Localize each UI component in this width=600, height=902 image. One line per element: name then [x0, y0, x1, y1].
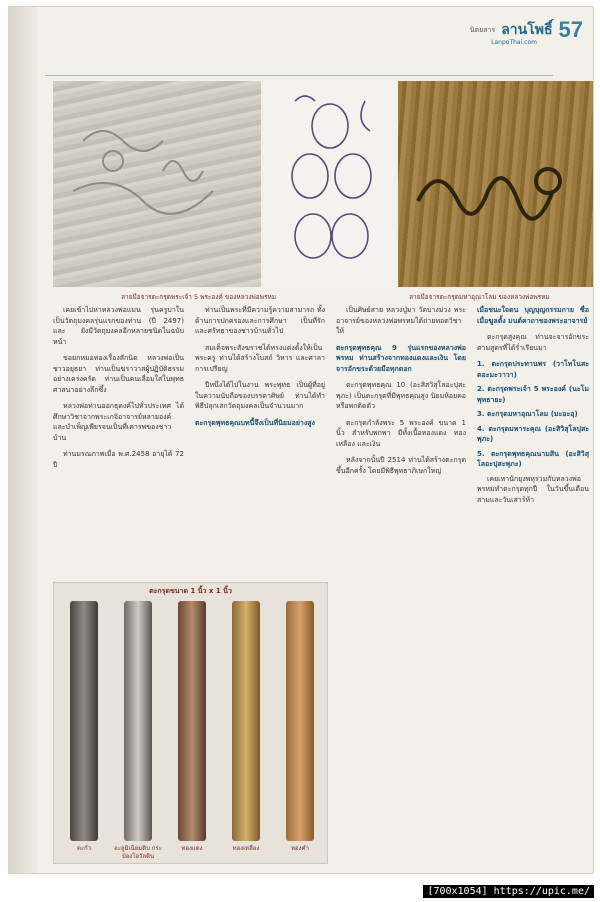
takrut-rod-aluminium: [124, 601, 152, 841]
magazine-page: [8, 6, 594, 874]
header-rule: [45, 75, 553, 76]
image-host-watermark: [700x1054] https://upic.me/: [423, 885, 594, 898]
page-header: [469, 17, 583, 46]
page-spine: [9, 7, 37, 873]
paragraph: ปีหนึ่งได้ไปในงาน พระพุทธ เป็นผู้ที่อยู่ในความนับถือของบรรดาศิษย์ ท่านได้ทำพิธีปลุกเสกวัตถุมงคลเป็นจำนวนมาก: [195, 381, 325, 410]
article-column-4: [477, 305, 589, 860]
paragraph: ตะกรุดสูงคุณ ท่านจะจารอักขระตามสูตรที่ได้ร่ำเรียนมา: [477, 333, 589, 352]
takrut-rod-brass: [232, 601, 260, 841]
article-column-2: [195, 305, 325, 434]
takrut-rod-copper: [178, 601, 206, 841]
page-number: 57: [558, 17, 583, 42]
takrut-rod-gold: [286, 601, 314, 841]
paragraph-highlight: ตะกรุดพุทธคุณบทนี้จึงเป็นที่นิยมอย่างสูง: [195, 418, 315, 427]
paragraph: ตะกรุดกำลังพระ 5 พระองค์ ขนาด 1 นิ้ว สำหรับพกพา มีทั้งเนื้อทองแดง ทองเหลือง และเงิน: [336, 418, 466, 448]
article-column-3: [336, 305, 466, 860]
photo-inscription-wood: [398, 81, 594, 287]
takrut-label: ทองคำ: [291, 845, 309, 852]
magazine-brand: ลานโพธิ์: [501, 23, 553, 38]
list-item: 4. ตะกรุดมหาระคุณ (อะสิวิสุโลปุสะพุภะ): [477, 424, 589, 443]
takrut-label: ทองเหลือง: [232, 845, 260, 852]
paragraph-highlight: ตะกรุดพุทธคุณ 9 รุ่นแรกของหลวงพ่อพรหม ท่านสร้างจากทองแดงและเงิน โดยจารอักขระด้วยมือทุกดอก: [336, 343, 466, 373]
article-column-1: [53, 305, 184, 476]
paragraph: ขอยกหมอทองเรื่องสักนิด หลวงพ่อเป็น ชาวอยุธยา ท่านเป็นฆราวาสผู้ปฏิบัติธรรมอย่างเคร่งครัด ท่านเป็นคนเลื่อมใสในพุทธศาสนาอย่างลึกซึ้ง: [53, 354, 184, 394]
takrut-size-panel: [53, 582, 328, 864]
magazine-website: LanpoThai.com: [491, 39, 537, 46]
list-item: 3. ตะกรุดมหาอุณาโลม (มะอะอุ): [477, 410, 578, 418]
list-item: 5. ตะกรุดพุทธคุณนามสิน (อะสิวิสุโลอะปุสะพุภะ): [477, 449, 589, 468]
takrut-rod-lead: [70, 601, 98, 841]
paragraph: ท่านเป็นพระที่มีความรู้ความสามารถ ทั้งด้านการปกครองและการศึกษา เป็นที่รักและศรัทธาของชาวบ้านทั่วไป: [195, 306, 325, 335]
list-item: 1. ตะกรุดประทานพร (วาโทโนสะตอะมะวาวา): [477, 360, 589, 379]
paragraph: เป็นศิษย์สาย หลวงปู่มา วัดบางม่วง พระอาจารย์ของหลวงพ่อพรหมได้ถ่ายทอดวิชาให้: [336, 306, 466, 335]
photo-inscription-stone: [53, 81, 261, 287]
paragraph: หลังจากนั้นปี 2514 ท่านได้สร้างตะกรุดขึ้นอีกครั้ง โดยมีพิธีพุทธาภิเษกใหญ่: [336, 456, 466, 475]
photo-handwritten-yant: [265, 81, 395, 287]
takrut-label: ทองแดง: [181, 845, 203, 852]
takrut-label: อะลูมิเนียมดิบ กระป๋องโอวัลติน: [114, 845, 162, 860]
paragraph-highlight: เมื่อชนะใจตน บุญบุญกรรมกาย ซื่อเมื่อฆูลตั้ง มนต์คาถาของพระอาจารย์: [477, 306, 589, 325]
magazine-label: นิตยสาร: [469, 25, 496, 34]
paragraph: หลวงพ่อท่านออกธุดงค์ไปทั่วประเทศ ได้ศึกษาวิชาจากพระเกจิอาจารย์หลายองค์ และบำเพ็ญเพียรจนเป็นที่เคารพของชาวบ้าน: [53, 402, 184, 442]
paragraph: สมเด็จพระสังฆราชได้ทรงแต่งตั้งให้เป็นพระครู ท่านได้สร้างโบสถ์ วิหาร และศาลาการเปรียญ: [195, 343, 325, 373]
paragraph: เคยเหานักยุงพหุร่วมกับหลวงพ่อพรหมทำตะกรุดทุกปี ในวันขึ้นเดือนสามและวันเสาร์ห้า: [477, 474, 589, 504]
paragraph: ท่านมรณภาพเมื่อ พ.ศ.2458 อายุได้ 72 ปี: [53, 450, 184, 469]
caption-left-photo: ลายมือจารตะกรุดพระเจ้า 5 พระองค์ ของหลวงพ่อพรหม: [121, 293, 277, 301]
paragraph: เคยเข้าไปหาหลวงพ่อแมน รุ่นครูบาใน เป็นวัตถุมงคลรุ่นแรกของท่าน (ปี 2497) และ ยังมีวัตถุมงคลอีกหลายชนิดในฉบับหน้า: [53, 306, 184, 346]
takrut-label: ตะกั่ว: [76, 845, 92, 852]
caption-right-photo: ลายมือจารตะกรุดมหาอุณาโลม ของหลวงพ่อพรหม: [409, 293, 550, 301]
paragraph: ตะกรุดพุทธคุณ 10 (อะสิสวิสุโลอะปุสะพุภะ) เป็นตะกรุดที่มีพุทธคุณสูง นิยมห้อยคอหรือพกติดตัว: [336, 381, 466, 410]
list-item: 2. ตะกรุดพระเจ้า 5 พระองค์ (นะโมพุทธายะ): [477, 385, 589, 404]
takrut-panel-title: ตะกรุดขนาด 1 นิ้ว x 1 นิ้ว: [149, 587, 232, 595]
